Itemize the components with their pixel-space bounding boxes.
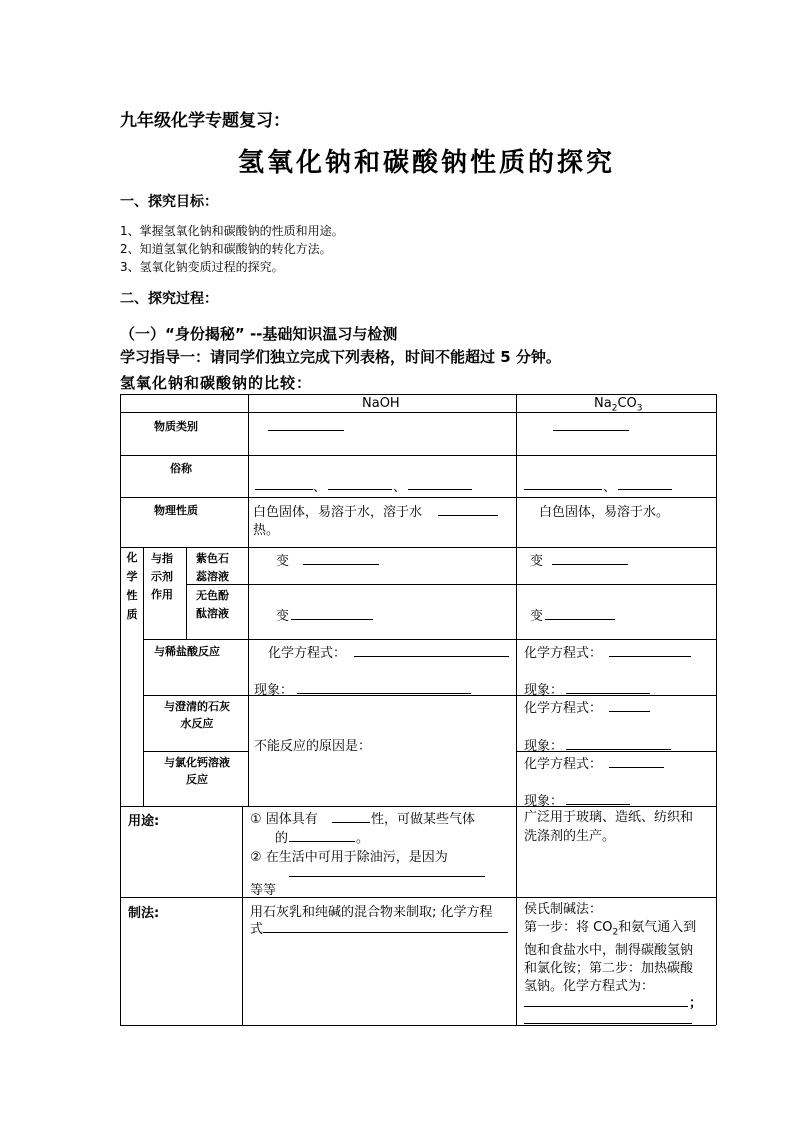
answer-blank[interactable] xyxy=(291,619,373,620)
answer-blank[interactable] xyxy=(328,489,392,490)
row-label-chemical: 化 学 性 质 xyxy=(126,551,138,621)
naoh-usage-1: ① 固体具有 xyxy=(250,812,318,827)
answer-blank[interactable] xyxy=(268,430,344,431)
answer-blank[interactable] xyxy=(255,489,313,490)
goal-item: 3、氢氧化钠变质过程的探究。 xyxy=(120,260,284,274)
subject-line: 九年级化学专题复习： xyxy=(120,111,290,131)
answer-blank[interactable] xyxy=(438,515,498,516)
row-label-usage: 用途: xyxy=(128,814,160,829)
separator: 、 xyxy=(603,480,617,495)
equation-label: 化学方程式： xyxy=(268,646,347,661)
equation-label: 化学方程式： xyxy=(524,701,603,716)
answer-blank[interactable] xyxy=(289,876,485,877)
answer-blank[interactable] xyxy=(408,489,472,490)
naoh-physical-cont: 热。 xyxy=(253,523,280,538)
answer-blank[interactable] xyxy=(566,804,630,805)
naoh-usage-1-end: 的 xyxy=(275,831,289,846)
answer-blank[interactable] xyxy=(609,767,664,768)
row-label-acid: 与稀盐酸反应 xyxy=(154,645,220,658)
answer-blank[interactable] xyxy=(303,564,379,565)
phenolphthalein-label: 无色酚 酞溶液 xyxy=(196,589,229,620)
na2co3-usage: 广泛用于玻璃、造纸、纺织和 洗涤剂的生产。 xyxy=(524,810,694,844)
change-text: 变 xyxy=(530,609,544,624)
answer-blank[interactable] xyxy=(332,822,370,823)
phenomenon-label: 现象： xyxy=(254,683,294,698)
answer-blank[interactable] xyxy=(354,656,509,657)
change-text: 变 xyxy=(530,554,544,569)
phenomenon-label: 现象： xyxy=(524,683,564,698)
row-label-category: 物质类别 xyxy=(154,420,198,433)
process-heading: 二、探究过程： xyxy=(120,291,218,307)
naoh-physical: 白色固体，易溶于水，溶于水 xyxy=(253,505,423,520)
column-header-na2co3: $Na_2CO_3$ xyxy=(594,396,643,414)
answer-blank[interactable] xyxy=(566,693,650,694)
answer-blank[interactable] xyxy=(553,430,629,431)
answer-blank[interactable] xyxy=(263,932,508,933)
answer-blank[interactable] xyxy=(609,656,691,657)
equation-label: 化学方程式： xyxy=(524,646,603,661)
separator: 、 xyxy=(393,480,407,495)
column-header-naoh: NaOH xyxy=(362,396,400,411)
na2co3-physical: 白色固体，易溶于水。 xyxy=(539,505,670,520)
naoh-preparation: 用石灰乳和纯碱的混合物来制取; 化学方程 xyxy=(250,905,493,920)
naoh-usage-etc: 等等 xyxy=(250,883,277,898)
page-title: 氢氧化钠和碳酸钠性质的探究 xyxy=(238,148,616,178)
row-label-limewater: 与澄清的石灰 水反应 xyxy=(164,700,230,730)
answer-blank[interactable] xyxy=(297,693,471,694)
study-guide: 学习指导一：请同学们独立完成下列表格，时间不能超过 5 分钟。 xyxy=(120,348,561,366)
answer-blank[interactable] xyxy=(289,841,355,842)
part-one-heading: （一）“身份揭秘” --基础知识温习与检测 xyxy=(120,325,398,343)
table-caption: 氢氧化钠和碳酸钠的比较： xyxy=(120,374,313,392)
equation-label: 化学方程式： xyxy=(524,757,603,772)
change-text: 变 xyxy=(276,609,290,624)
indicator-label: 与指 示剂 作用 xyxy=(151,552,173,601)
goals-heading: 一、探究目标： xyxy=(120,194,218,210)
answer-blank[interactable] xyxy=(552,564,628,565)
change-text: 变 xyxy=(276,554,290,569)
separator: 、 xyxy=(313,480,327,495)
answer-blank[interactable] xyxy=(618,489,672,490)
row-label-cacl2: 与氯化钙溶液 反应 xyxy=(164,756,230,786)
answer-blank[interactable] xyxy=(545,619,615,620)
phenomenon-label: 现象： xyxy=(524,739,564,754)
row-label-preparation: 制法: xyxy=(128,906,160,921)
semicolon: ； xyxy=(689,996,703,1011)
naoh-preparation-cont: 式 xyxy=(250,922,264,937)
row-label-physical: 物理性质 xyxy=(154,504,198,517)
answer-blank[interactable] xyxy=(566,749,671,750)
answer-blank[interactable] xyxy=(524,489,602,490)
goal-item: 2、知道氢氧化钠和碳酸钠的转化方法。 xyxy=(120,242,332,256)
answer-blank[interactable] xyxy=(524,1023,692,1024)
period: 。 xyxy=(356,831,370,846)
goal-item: 1、掌握氢氧化钠和碳酸钠的性质和用途。 xyxy=(120,224,344,238)
litmus-label: 紫色石 蕊溶液 xyxy=(196,552,229,583)
answer-blank[interactable] xyxy=(609,711,650,712)
naoh-usage-2: ② 在生活中可用于除油污，是因为 xyxy=(250,850,448,865)
phenomenon-label: 现象： xyxy=(524,794,564,809)
na2co3-preparation: 侯氏制碱法： 第一步：将 $CO_2$和氨气通入到 饱和食盐水中，制得碳酸氢钠 和氯化铵；第二步：加热碳酸 氢钠。化学方程式为： xyxy=(524,902,697,994)
row-label-common-name: 俗称 xyxy=(170,462,192,475)
cannot-react-reason: 不能反应的原因是： xyxy=(254,739,372,754)
answer-blank[interactable] xyxy=(524,1006,688,1007)
naoh-usage-1-cont: 性，可做某些气体 xyxy=(371,812,476,827)
